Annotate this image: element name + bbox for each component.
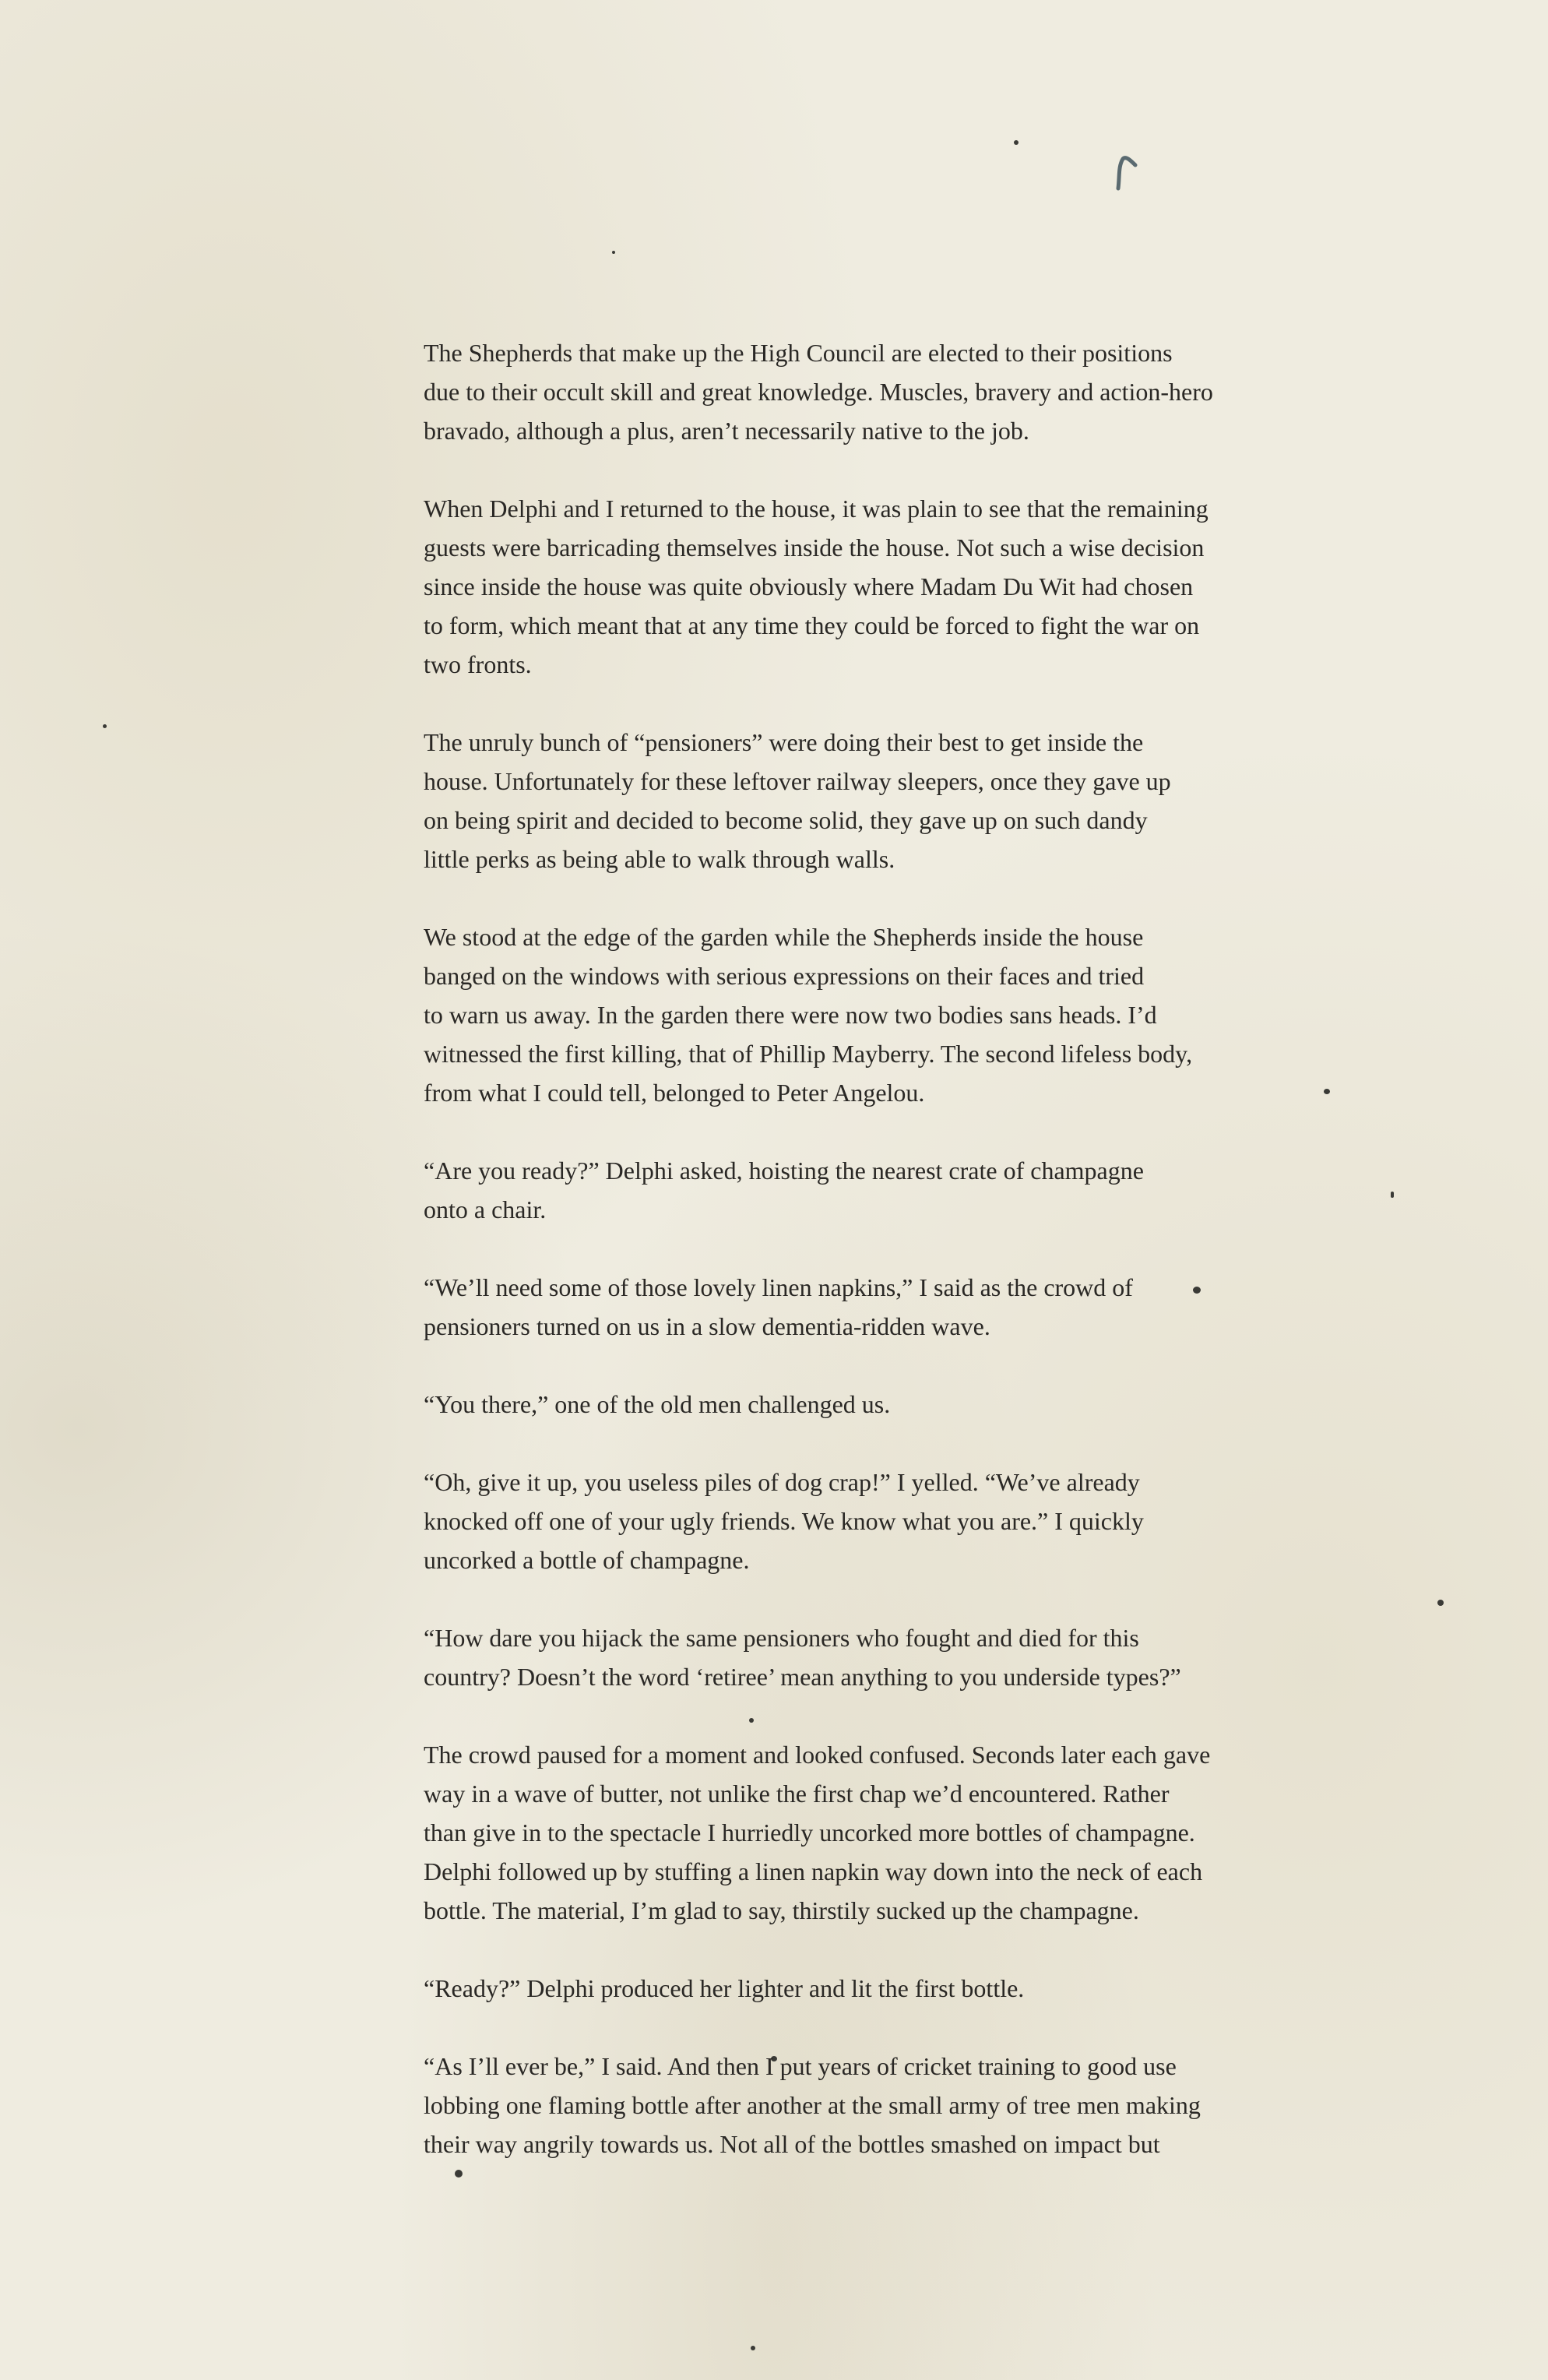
text-line: witnessed the first killing, that of Phillip Mayberry. The second lifeless body, [424,1040,1193,1068]
text-line: “As I’ll ever be,” I said. And then I put years of cricket training to good use [424,2052,1177,2080]
text-line: “Ready?” Delphi produced her lighter and lit the first bottle. [424,1974,1025,2002]
paper-speck [103,724,107,728]
paragraph [424,1969,1265,2008]
text-line: The Shepherds that make up the High Council are elected to their positions [424,339,1173,367]
text-line: “How dare you hijack the same pensioners who fought and died for this [424,1624,1139,1652]
text-line: since inside the house was quite obviously where Madam Du Wit had chosen [424,572,1194,600]
text-line: on being spirit and decided to become solid, they gave up on such dandy [424,806,1148,834]
text-line: little perks as being able to walk through walls. [424,845,895,873]
text-line: way in a wave of butter, not unlike the first chap we’d encountered. Rather [424,1780,1170,1808]
text-line: The unruly bunch of “pensioners” were doing their best to get inside the [424,728,1144,756]
paragraph [424,2047,1265,2163]
text-line: “We’ll need some of those lovely linen napkins,” I said as the crowd of [424,1273,1133,1301]
text-line: bravado, although a plus, aren’t necessarily native to the job. [424,417,1029,445]
paragraph [424,1385,1265,1424]
text-line: “Oh, give it up, you useless piles of dog crap!” I yelled. “We’ve already [424,1468,1140,1496]
paragraph [424,723,1265,878]
text-line: pensioners turned on us in a slow dementia-ridden wave. [424,1312,990,1340]
text-line: from what I could tell, belonged to Peter Angelou. [424,1079,925,1107]
text-line: guests were barricading themselves inside the house. Not such a wise decision [424,533,1205,562]
text-line: lobbing one flaming bottle after another at the small army of tree men making [424,2091,1201,2119]
paragraph [424,333,1265,450]
paragraph [424,917,1265,1112]
text-line: house. Unfortunately for these leftover railway sleepers, once they gave up [424,767,1171,795]
text-line: Delphi followed up by stuffing a linen napkin way down into the neck of each [424,1857,1203,1885]
paragraph [424,1735,1265,1930]
document-body [424,333,1265,2202]
text-line: country? Doesn’t the word ‘retiree’ mean anything to you underside types?” [424,1663,1181,1691]
text-line: knocked off one of your ugly friends. We know what you are.” I quickly [424,1507,1144,1535]
text-line: onto a chair. [424,1195,547,1223]
text-line: “You there,” one of the old men challenged us. [424,1390,891,1418]
text-line: than give in to the spectacle I hurriedly uncorked more bottles of champagne. [424,1818,1195,1847]
text-line: We stood at the edge of the garden while the Shepherds inside the house [424,923,1144,951]
text-line: banged on the windows with serious expressions on their faces and tried [424,962,1145,990]
ink-smudge [1112,153,1143,192]
paragraph [424,1463,1265,1579]
text-line: The crowd paused for a moment and looked confused. Seconds later each gave [424,1741,1211,1769]
paper-speck [751,2346,755,2350]
text-line: bottle. The material, I’m glad to say, thirstily sucked up the champagne. [424,1896,1139,1924]
text-line: their way angrily towards us. Not all of the bottles smashed on impact but [424,2130,1160,2158]
paper-speck [1014,140,1019,145]
paper-speck [1324,1089,1330,1094]
paper-speck [612,251,615,254]
text-line: “Are you ready?” Delphi asked, hoisting the nearest crate of champagne [424,1157,1144,1185]
text-line: to warn us away. In the garden there were now two bodies sans heads. I’d [424,1001,1157,1029]
text-line: due to their occult skill and great knowledge. Muscles, bravery and action-hero [424,378,1213,406]
paragraph [424,489,1265,684]
paper-speck [1437,1600,1444,1606]
text-line: two fronts. [424,650,532,678]
paragraph [424,1268,1265,1346]
text-line: When Delphi and I returned to the house, it was plain to see that the remaining [424,495,1208,523]
text-line: to form, which meant that at any time they could be forced to fight the war on [424,611,1200,639]
paragraph [424,1618,1265,1696]
paragraph [424,1151,1265,1229]
text-line: uncorked a bottle of champagne. [424,1546,750,1574]
paper-speck [1391,1192,1394,1198]
